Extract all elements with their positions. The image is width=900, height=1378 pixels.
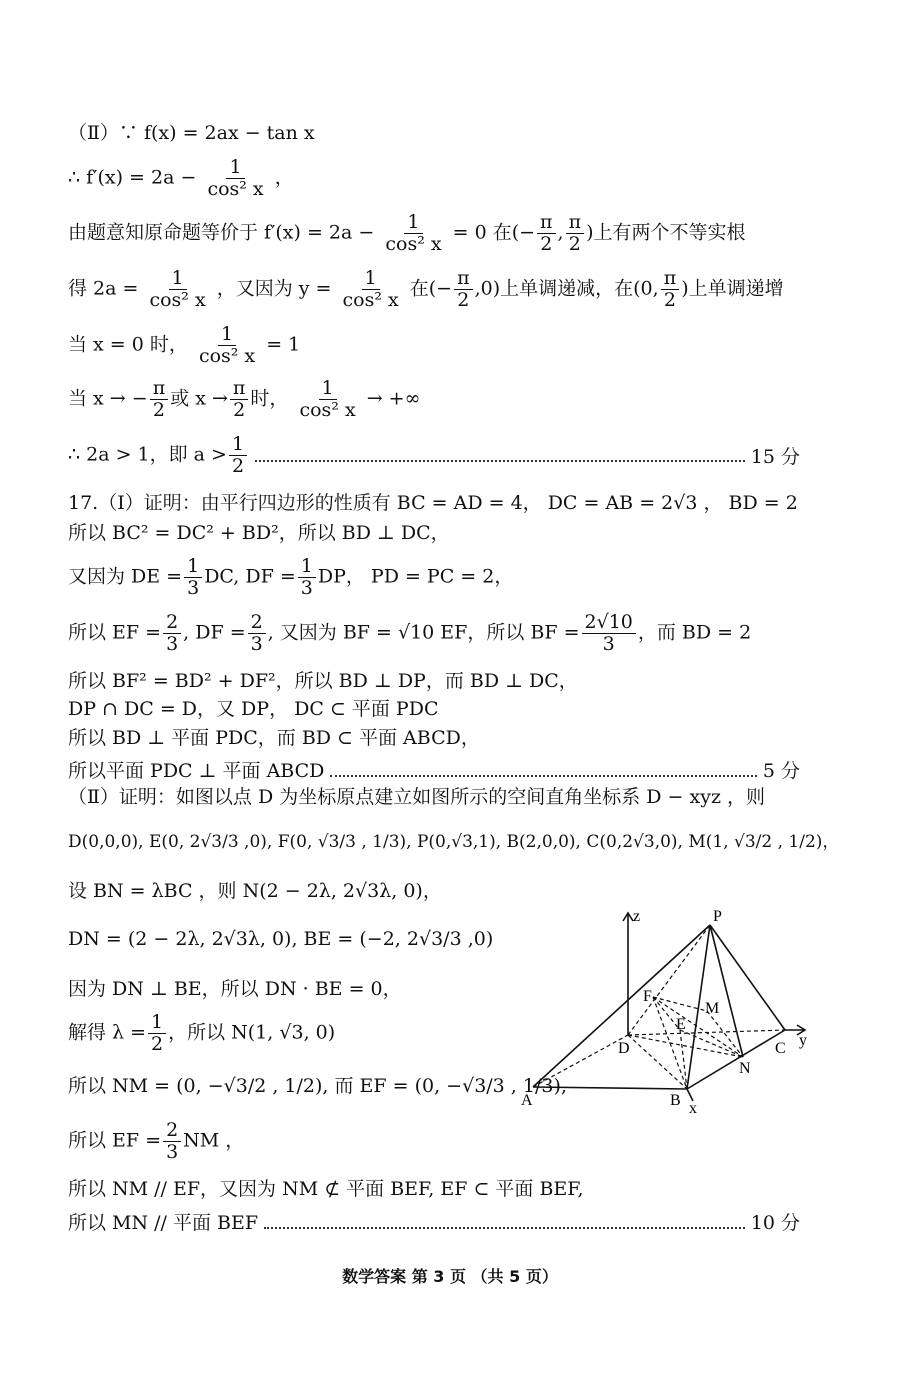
page-footer: 数学答案 第 3 页 （共 5 页） (342, 1267, 558, 1286)
label-M: M (705, 1000, 720, 1017)
label-B: B (670, 1092, 681, 1109)
leader-dots (255, 460, 745, 462)
score-10: 10 分 (750, 1212, 800, 1234)
q17-coordinates: D(0,0,0), E(0, 2√3/3 ,0), F(0, √3/3 , 1/3), P(0,√3,1), B(2,0,0), C(0,2√3,0), M(1, √3/2 , 1/2)， (68, 832, 840, 852)
q17-line4: 所以 EF = $\frac{2}{3}$ , DF = $\frac{2}{3}$ , 又因为 BF = √10 EF，所以 BF = $\frac{2√10}{3}$ ，而 BD = 2 (68, 611, 752, 655)
pyramid-figure (515, 905, 820, 1120)
q17-part2-line6: 解得 λ = $\frac{1}{2}$ ，所以 N(1, √3, 0) (68, 1011, 336, 1055)
label-x: x (689, 1100, 697, 1117)
label-E: E (676, 1016, 686, 1033)
part2-line1: （Ⅱ）∵ f(x) = 2ax − tan x (68, 122, 315, 144)
q17-line2: 所以 BC² = DC² + BD²，所以 BD ⊥ DC， (68, 522, 450, 544)
label-z: z (633, 908, 641, 925)
label-P: P (713, 908, 722, 925)
q17-part2-line4: DN = (2 − 2λ, 2√3λ, 0), BE = (−2, 2√3/3 ,0) (68, 928, 494, 950)
q17-line1: 17.（Ⅰ）证明：由平行四边形的性质有 BC = AD = 4， DC = AB = 2√3 ， BD = 2 (68, 492, 798, 514)
label-F: F (643, 988, 652, 1005)
q17-score2-line: 所以 MN // 平面 BEF 10 分 (68, 1208, 800, 1235)
part2-line6: 当 x → − $\frac{\pi}{2}$ 或 x → $\frac{\pi}{2}$ 时， $\frac{1}{\text{cos² x}}$ → +∞ (68, 377, 421, 421)
q17-part2-line3: 设 BN = λBC ，则 N(2 − 2λ, 2√3λ, 0)， (68, 880, 442, 902)
q17-part2-line8: 所以 EF = $\frac{2}{3}$ NM ， (68, 1119, 245, 1163)
leader-dots (264, 1227, 745, 1229)
part2-line5: 当 x = 0 时， $\frac{1}{\text{cos² x}}$ = 1 (68, 323, 301, 367)
label-A: A (521, 1092, 533, 1109)
part2-score-line: ∴ 2a > 1，即 a > $\frac{1}{2}$ 15 分 (68, 433, 800, 477)
label-D: D (618, 1040, 630, 1057)
q17-line6: DP ∩ DC = D，又 DP， DC ⊂ 平面 PDC (68, 698, 439, 720)
q17-part2-line1: （Ⅱ）证明：如图以点 D 为坐标原点建立如图所示的空间直角坐标系 D − xyz ，则 (68, 786, 765, 808)
fraction: $\frac{1}{\text{cos² x}}$ (207, 156, 264, 200)
q17-part2-line9: 所以 NM // EF，又因为 NM ⊄ 平面 BEF, EF ⊂ 平面 BEF, (68, 1178, 584, 1200)
q17-line5: 所以 BF² = BD² + DF²，所以 BD ⊥ DP，而 BD ⊥ DC， (68, 670, 578, 692)
label-y: y (799, 1032, 807, 1049)
label-C: C (775, 1040, 786, 1057)
q17-line7: 所以 BD ⊥ 平面 PDC，而 BD ⊂ 平面 ABCD， (68, 727, 480, 749)
part2-line2: ∴ f′(x) = 2a − $\frac{1}{\text{cos² x}}$ ， (68, 156, 294, 200)
q17-part2-line7: 所以 NM = (0, −√3/2 , 1/2), 而 EF = (0, −√3/3 , 1/3), (68, 1075, 567, 1097)
label-N: N (739, 1060, 751, 1077)
leader-dots (330, 775, 756, 777)
q17-score1-line: 所以平面 PDC ⊥ 平面 ABCD 5 分 (68, 756, 800, 783)
score-15: 15 分 (750, 445, 800, 468)
q17-part2-line5: 因为 DN ⊥ BE，所以 DN · BE = 0， (68, 978, 402, 1000)
score-5: 5 分 (762, 760, 800, 782)
part2-line3: 由题意知原命题等价于 f′(x) = 2a − $\frac{1}{\text{cos² x}}$ = 0 在(− $\frac{\pi}{2}$ , $\frac{\pi}{2}$ )上有两个不等实根 (68, 211, 746, 255)
part2-line4: 得 2a = $\frac{1}{\text{cos² x}}$ ，又因为 y = $\frac{1}{\text{cos² x}}$ 在(− $\frac{\pi}{2}$ ,0)上单调递减，在(0, $\frac{\pi}{2}$ )上单调递增 (68, 267, 784, 311)
q17-line3: 又因为 DE = $\frac{1}{3}$ DC, DF = $\frac{1}{3}$ DP， PD = PC = 2， (68, 555, 514, 599)
